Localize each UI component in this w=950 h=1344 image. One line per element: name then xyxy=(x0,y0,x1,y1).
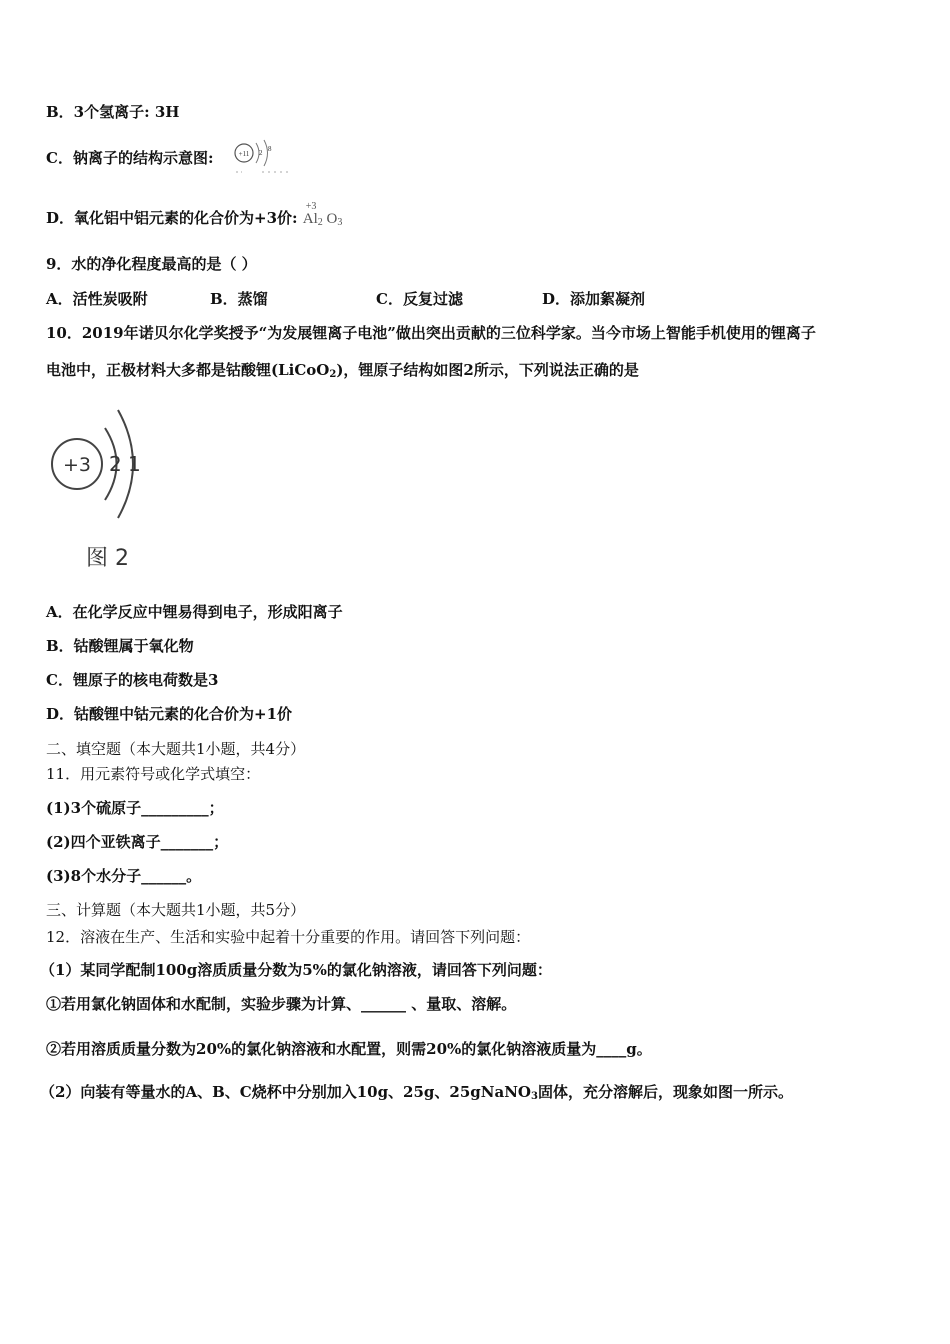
al-valence: +3 xyxy=(305,201,317,212)
lithium-shell1-label: 2 xyxy=(109,452,122,476)
sodium-ion-diagram xyxy=(232,137,294,175)
sodium-nucleus-label: +11 xyxy=(238,150,250,158)
al2o3-formula xyxy=(302,201,343,228)
q11-item-3: (3)8个水分子______。 xyxy=(46,867,202,885)
q8-option-d xyxy=(46,201,343,233)
figure-2-caption: 图 2 xyxy=(86,546,129,571)
q8-option-d-text: D．氧化铝中铝元素的化合价为+3价: xyxy=(46,209,298,227)
sodium-shell2-label: 8 xyxy=(268,145,272,153)
q10-line2-post: )，锂原子结构如图2所示，下列说法正确的是 xyxy=(336,361,639,379)
q8-option-b: B．3个氢离子: 3H xyxy=(46,103,180,121)
q9-stem: 9．水的净化程度最高的是（ ） xyxy=(46,255,257,273)
section-3-title: 三、计算题（本大题共1小题，共5分） xyxy=(46,901,306,919)
section-2-title: 二、填空题（本大题共1小题，共4分） xyxy=(46,740,306,758)
q11-item-1: (1)3个硫原子_________； xyxy=(46,799,224,817)
q10-line2-pre: 电池中，正极材料大多都是钴酸锂(LiCoO xyxy=(46,361,330,379)
q9-option-c: C．反复过滤 xyxy=(376,290,463,308)
q11-stem: 11．用元素符号或化学式填空： xyxy=(46,765,261,783)
q9-option-b: B．蒸馏 xyxy=(210,290,268,308)
q10-option-a: A．在化学反应中锂易得到电子，形成阳离子 xyxy=(46,603,343,621)
q12-part-1: （1）某同学配制100g溶质质量分数为5%的氯化钠溶液，请回答下列问题： xyxy=(40,961,552,979)
formula-al: Al xyxy=(302,211,318,227)
q10-option-b: B．钴酸锂属于氧化物 xyxy=(46,637,194,655)
q10-stem-line1: 10．2019年诺贝尔化学奖授予“为发展锂离子电池”做出突出贡献的三位科学家。当今市场上智能手机使用的锂离子 xyxy=(46,324,816,342)
q12-part-1a: ①若用氯化钠固体和水配制，实验步骤为计算、______ 、量取、溶解。 xyxy=(46,995,517,1013)
formula-sub-2: 2 xyxy=(317,217,323,228)
q10-stem-line2 xyxy=(46,360,639,385)
q9-option-d: D．添加絮凝剂 xyxy=(542,290,646,308)
lithium-shell2-label: 1 xyxy=(128,452,141,476)
q12-part-2-pre: （2）向装有等量水的A、B、C烧杯中分别加入10g、25g、25gNaNO xyxy=(40,1083,531,1101)
formula-sub-3: 3 xyxy=(337,217,343,228)
q8-option-c-text: C．钠离子的结构示意图: xyxy=(46,149,214,167)
q10-line2-sub: 2 xyxy=(329,369,337,380)
q8-option-c xyxy=(46,148,213,168)
q10-option-d: D．钴酸锂中钴元素的化合价为+1价 xyxy=(46,705,293,723)
lithium-atom-diagram xyxy=(48,400,158,520)
lithium-nucleus-label: +3 xyxy=(62,454,92,476)
q12-part-1b: ②若用溶质质量分数为20%的氯化钠溶液和水配置，则需20%的氯化钠溶液质量为____g。 xyxy=(46,1040,652,1058)
q12-part-2 xyxy=(40,1082,793,1107)
sodium-shell1-label: 2 xyxy=(259,149,263,157)
q9-option-a: A．活性炭吸附 xyxy=(46,290,148,308)
q10-option-c: C．锂原子的核电荷数是3 xyxy=(46,671,219,689)
formula-o: O xyxy=(326,211,338,227)
q11-item-2: (2)四个亚铁离子_______； xyxy=(46,833,229,851)
q12-part-2-sub: 3 xyxy=(531,1091,538,1102)
q12-stem: 12．溶液在生产、生活和实验中起着十分重要的作用。请回答下列问题： xyxy=(46,928,531,946)
q12-part-2-post: 固体，充分溶解后，现象如图一所示。 xyxy=(537,1083,793,1101)
